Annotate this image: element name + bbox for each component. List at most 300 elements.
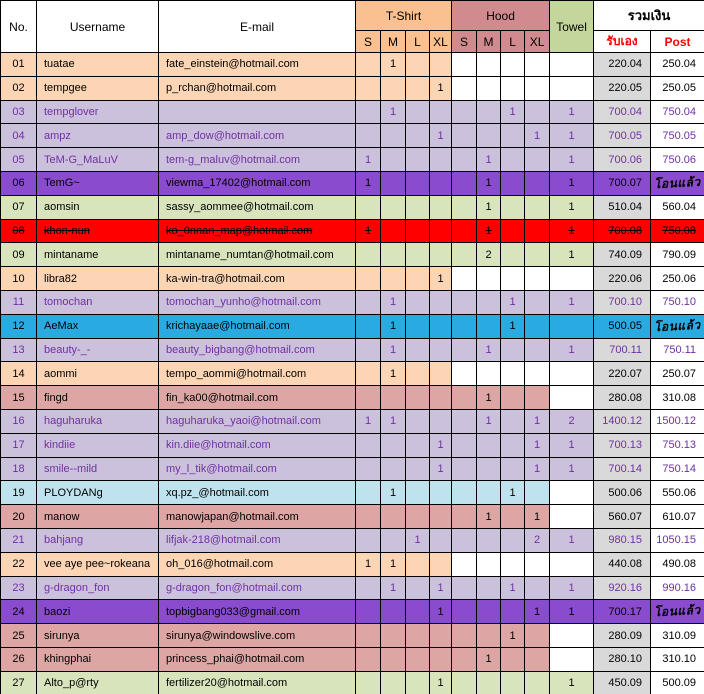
username-cell: AeMax: [37, 314, 159, 338]
row-number-cell: 08: [1, 219, 37, 243]
row-number-cell: 23: [1, 576, 37, 600]
hood-xl-cell: [525, 195, 550, 219]
tshirt-m-cell: [381, 624, 406, 648]
hood-s-cell: [452, 433, 477, 457]
hood-l-cell: [501, 243, 525, 267]
towel-cell: [550, 647, 594, 671]
tshirt-s-cell: [356, 624, 381, 648]
row-number-cell: 17: [1, 433, 37, 457]
tshirt-xl-cell: 1: [430, 76, 452, 100]
total-pickup-cell: 280.10: [594, 647, 651, 671]
tshirt-l-cell: [406, 576, 430, 600]
hood-xl-cell: [525, 100, 550, 124]
header-hood-group: Hood: [452, 1, 550, 31]
table-row: [1, 171, 704, 195]
email-cell: my_l_tik@hotmail.com: [159, 457, 356, 481]
hood-l-cell: 1: [501, 290, 525, 314]
email-cell: tem-g_maluv@hotmail.com: [159, 148, 356, 172]
row-number-cell: 24: [1, 600, 37, 624]
hood-s-cell: [452, 148, 477, 172]
total-post-cell: [651, 314, 704, 338]
hood-l-cell: [501, 124, 525, 148]
hood-s-cell: [452, 338, 477, 362]
hood-xl-cell: [525, 171, 550, 195]
hood-l-cell: 1: [501, 100, 525, 124]
row-number-cell: 22: [1, 552, 37, 576]
row-number-cell: 14: [1, 362, 37, 386]
towel-cell: [550, 314, 594, 338]
hood-l-cell: [501, 171, 525, 195]
hood-m-cell: [477, 290, 501, 314]
table-row: [1, 100, 704, 124]
total-pickup-cell: 280.09: [594, 624, 651, 648]
row-number-cell: 18: [1, 457, 37, 481]
hood-l-cell: [501, 219, 525, 243]
email-cell: princess_phai@hotmail.com: [159, 647, 356, 671]
tshirt-m-cell: [381, 171, 406, 195]
hood-m-cell: 1: [477, 505, 501, 529]
hood-l-cell: 1: [501, 481, 525, 505]
email-cell: fin_ka00@hotmail.com: [159, 386, 356, 410]
hood-xl-cell: [525, 362, 550, 386]
total-post-cell: 750.06: [651, 148, 704, 172]
tshirt-m-cell: 1: [381, 338, 406, 362]
tshirt-l-cell: [406, 386, 430, 410]
email-cell: sirunya@windowslive.com: [159, 624, 356, 648]
hood-l-cell: [501, 362, 525, 386]
hood-l-cell: [501, 600, 525, 624]
row-number-cell: 11: [1, 290, 37, 314]
hood-s-cell: [452, 267, 477, 291]
total-post-cell: 250.06: [651, 267, 704, 291]
username-cell: TemG~: [37, 171, 159, 195]
towel-cell: [550, 76, 594, 100]
hood-l-cell: [501, 457, 525, 481]
hood-xl-cell: [525, 671, 550, 694]
hood-s-cell: [452, 552, 477, 576]
tshirt-l-cell: [406, 243, 430, 267]
tshirt-xl-cell: [430, 338, 452, 362]
email-cell: manowjapan@hotmail.com: [159, 505, 356, 529]
header-no: No.: [1, 1, 37, 53]
tshirt-m-cell: [381, 243, 406, 267]
towel-cell: [550, 267, 594, 291]
tshirt-l-cell: [406, 457, 430, 481]
tshirt-m-cell: [381, 647, 406, 671]
total-pickup-cell: 500.06: [594, 481, 651, 505]
hood-m-cell: [477, 576, 501, 600]
hood-m-cell: [477, 100, 501, 124]
tshirt-s-cell: 1: [356, 171, 381, 195]
tshirt-xl-cell: 1: [430, 671, 452, 694]
total-pickup-cell: 700.04: [594, 100, 651, 124]
username-cell: libra82: [37, 267, 159, 291]
towel-cell: [550, 624, 594, 648]
tshirt-s-cell: [356, 481, 381, 505]
hood-s-cell: [452, 53, 477, 77]
username-cell: kindiie: [37, 433, 159, 457]
tshirt-m-cell: [381, 600, 406, 624]
towel-cell: 1: [550, 433, 594, 457]
table-row: [1, 386, 704, 410]
tshirt-m-cell: [381, 195, 406, 219]
username-cell: PLOYDANg: [37, 481, 159, 505]
row-number-cell: 25: [1, 624, 37, 648]
hood-xl-cell: [525, 76, 550, 100]
hood-xl-cell: [525, 243, 550, 267]
header-pickup-self: รับเอง: [594, 31, 651, 53]
hood-l-cell: [501, 195, 525, 219]
tshirt-xl-cell: 1: [430, 124, 452, 148]
total-pickup-cell: 700.08: [594, 219, 651, 243]
header-hood-size-l: L: [501, 31, 525, 53]
username-cell: haguharuka: [37, 409, 159, 433]
tshirt-m-cell: [381, 528, 406, 552]
hood-xl-cell: [525, 481, 550, 505]
hood-m-cell: [477, 528, 501, 552]
total-post-cell: 250.07: [651, 362, 704, 386]
tshirt-l-cell: [406, 314, 430, 338]
tshirt-m-cell: 1: [381, 290, 406, 314]
tshirt-l-cell: [406, 290, 430, 314]
hood-m-cell: [477, 600, 501, 624]
hood-xl-cell: [525, 219, 550, 243]
tshirt-s-cell: [356, 314, 381, 338]
hood-s-cell: [452, 124, 477, 148]
total-post-cell: 610.07: [651, 505, 704, 529]
total-post-cell: 750.13: [651, 433, 704, 457]
total-pickup-cell: 700.05: [594, 124, 651, 148]
table-row: [1, 457, 704, 481]
tshirt-xl-cell: [430, 528, 452, 552]
hood-m-cell: 1: [477, 386, 501, 410]
total-pickup-cell: 510.04: [594, 195, 651, 219]
towel-cell: 2: [550, 409, 594, 433]
table-row: [1, 528, 704, 552]
username-cell: bahjang: [37, 528, 159, 552]
username-cell: aomsin: [37, 195, 159, 219]
tshirt-s-cell: [356, 505, 381, 529]
row-number-cell: 05: [1, 148, 37, 172]
towel-cell: 1: [550, 219, 594, 243]
tshirt-m-cell: 1: [381, 100, 406, 124]
hood-m-cell: [477, 314, 501, 338]
tshirt-s-cell: 1: [356, 219, 381, 243]
total-pickup-cell: 220.06: [594, 267, 651, 291]
tshirt-xl-cell: [430, 624, 452, 648]
header-towel: Towel: [550, 1, 594, 53]
hood-l-cell: [501, 528, 525, 552]
email-cell: krichayaae@hotmail.com: [159, 314, 356, 338]
tshirt-l-cell: [406, 481, 430, 505]
total-post-cell: 750.05: [651, 124, 704, 148]
header-tshirt-size-xl: XL: [430, 31, 452, 53]
tshirt-xl-cell: [430, 53, 452, 77]
total-post-cell: 310.08: [651, 386, 704, 410]
row-number-cell: 01: [1, 53, 37, 77]
header-hood-size-m: M: [477, 31, 501, 53]
header-hood-size-s: S: [452, 31, 477, 53]
email-cell: xq.pz_@hotmail.com: [159, 481, 356, 505]
tshirt-l-cell: [406, 124, 430, 148]
tshirt-m-cell: [381, 267, 406, 291]
email-cell: ka-win-tra@hotmail.com: [159, 267, 356, 291]
email-cell: oh_016@hotmail.com: [159, 552, 356, 576]
tshirt-s-cell: [356, 647, 381, 671]
hood-s-cell: [452, 624, 477, 648]
total-pickup-cell: 700.10: [594, 290, 651, 314]
towel-cell: 1: [550, 171, 594, 195]
hood-s-cell: [452, 481, 477, 505]
hood-m-cell: [477, 481, 501, 505]
hood-s-cell: [452, 600, 477, 624]
table-row: [1, 505, 704, 529]
username-cell: khon-nun: [37, 219, 159, 243]
table-row: [1, 552, 704, 576]
tshirt-xl-cell: [430, 243, 452, 267]
email-cell: p_rchan@hotmail.com: [159, 76, 356, 100]
email-cell: viewma_17402@hotmail.com: [159, 171, 356, 195]
username-cell: ampz: [37, 124, 159, 148]
hood-s-cell: [452, 576, 477, 600]
hood-l-cell: [501, 552, 525, 576]
total-post-cell: 750.04: [651, 100, 704, 124]
hood-m-cell: 1: [477, 148, 501, 172]
email-cell: tempo_aommi@hotmail.com: [159, 362, 356, 386]
table-row: [1, 624, 704, 648]
row-number-cell: 13: [1, 338, 37, 362]
tshirt-xl-cell: [430, 505, 452, 529]
row-number-cell: 27: [1, 671, 37, 694]
tshirt-s-cell: [356, 671, 381, 694]
table-row: [1, 338, 704, 362]
hood-s-cell: [452, 100, 477, 124]
row-number-cell: 10: [1, 267, 37, 291]
hood-xl-cell: [525, 267, 550, 291]
tshirt-s-cell: [356, 100, 381, 124]
hood-m-cell: [477, 76, 501, 100]
username-cell: khingphai: [37, 647, 159, 671]
towel-cell: 1: [550, 528, 594, 552]
username-cell: vee aye pee~rokeana: [37, 552, 159, 576]
towel-cell: [550, 505, 594, 529]
hood-xl-cell: [525, 53, 550, 77]
table-row: [1, 76, 704, 100]
table-row: [1, 314, 704, 338]
username-cell: tomochan: [37, 290, 159, 314]
tshirt-s-cell: [356, 267, 381, 291]
transferred-note: โอนแล้ว: [653, 174, 702, 192]
hood-l-cell: 1: [501, 624, 525, 648]
row-number-cell: 26: [1, 647, 37, 671]
username-cell: tuatae: [37, 53, 159, 77]
tshirt-s-cell: [356, 195, 381, 219]
tshirt-s-cell: [356, 53, 381, 77]
username-cell: tempglover: [37, 100, 159, 124]
hood-xl-cell: 1: [525, 124, 550, 148]
tshirt-l-cell: [406, 433, 430, 457]
towel-cell: [550, 53, 594, 77]
total-post-cell: 750.08: [651, 219, 704, 243]
hood-l-cell: [501, 386, 525, 410]
tshirt-l-cell: [406, 624, 430, 648]
hood-m-cell: 1: [477, 647, 501, 671]
towel-cell: 1: [550, 124, 594, 148]
row-number-cell: 06: [1, 171, 37, 195]
hood-s-cell: [452, 362, 477, 386]
table-row: [1, 243, 704, 267]
hood-s-cell: [452, 409, 477, 433]
username-cell: g-dragon_fon: [37, 576, 159, 600]
hood-m-cell: [477, 433, 501, 457]
tshirt-s-cell: 1: [356, 409, 381, 433]
hood-m-cell: 1: [477, 409, 501, 433]
tshirt-l-cell: [406, 267, 430, 291]
hood-l-cell: [501, 409, 525, 433]
tshirt-l-cell: 1: [406, 528, 430, 552]
total-post-cell: 1050.15: [651, 528, 704, 552]
tshirt-l-cell: [406, 171, 430, 195]
total-pickup-cell: 440.08: [594, 552, 651, 576]
tshirt-m-cell: 1: [381, 53, 406, 77]
hood-s-cell: [452, 457, 477, 481]
tshirt-s-cell: 1: [356, 552, 381, 576]
hood-xl-cell: 1: [525, 600, 550, 624]
hood-xl-cell: [525, 624, 550, 648]
total-pickup-cell: 700.13: [594, 433, 651, 457]
total-post-cell: 310.10: [651, 647, 704, 671]
row-number-cell: 03: [1, 100, 37, 124]
tshirt-l-cell: [406, 100, 430, 124]
total-pickup-cell: 220.04: [594, 53, 651, 77]
tshirt-s-cell: [356, 290, 381, 314]
hood-m-cell: [477, 53, 501, 77]
tshirt-xl-cell: 1: [430, 576, 452, 600]
username-cell: fingd: [37, 386, 159, 410]
tshirt-s-cell: [356, 528, 381, 552]
row-number-cell: 19: [1, 481, 37, 505]
tshirt-s-cell: [356, 576, 381, 600]
total-pickup-cell: 500.05: [594, 314, 651, 338]
hood-m-cell: [477, 457, 501, 481]
hood-xl-cell: [525, 552, 550, 576]
hood-s-cell: [452, 195, 477, 219]
towel-cell: [550, 552, 594, 576]
email-cell: fertilizer20@hotmail.com: [159, 671, 356, 694]
tshirt-m-cell: [381, 433, 406, 457]
total-post-cell: 750.10: [651, 290, 704, 314]
towel-cell: 1: [550, 195, 594, 219]
table-row: [1, 647, 704, 671]
hood-m-cell: 1: [477, 195, 501, 219]
tshirt-s-cell: [356, 457, 381, 481]
row-number-cell: 15: [1, 386, 37, 410]
email-cell: kin.diie@hotmail.com: [159, 433, 356, 457]
table-row: [1, 219, 704, 243]
total-post-cell: [651, 171, 704, 195]
email-cell: beauty_bigbang@hotmail.com: [159, 338, 356, 362]
hood-s-cell: [452, 243, 477, 267]
tshirt-m-cell: [381, 76, 406, 100]
table-row: [1, 195, 704, 219]
tshirt-s-cell: [356, 243, 381, 267]
towel-cell: 1: [550, 243, 594, 267]
hood-s-cell: [452, 671, 477, 694]
header-total-group: รวมเงิน: [594, 1, 704, 31]
tshirt-xl-cell: [430, 195, 452, 219]
tshirt-l-cell: [406, 76, 430, 100]
total-pickup-cell: 740.09: [594, 243, 651, 267]
hood-xl-cell: 1: [525, 457, 550, 481]
tshirt-m-cell: 1: [381, 552, 406, 576]
tshirt-l-cell: [406, 409, 430, 433]
email-cell: sassy_aommee@hotmail.com: [159, 195, 356, 219]
total-post-cell: 550.06: [651, 481, 704, 505]
row-number-cell: 04: [1, 124, 37, 148]
total-pickup-cell: 280.08: [594, 386, 651, 410]
towel-cell: 1: [550, 100, 594, 124]
hood-l-cell: 1: [501, 314, 525, 338]
towel-cell: 1: [550, 290, 594, 314]
tshirt-l-cell: [406, 362, 430, 386]
email-cell: fate_einstein@hotmail.com: [159, 53, 356, 77]
towel-cell: [550, 386, 594, 410]
hood-xl-cell: 1: [525, 505, 550, 529]
hood-m-cell: [477, 671, 501, 694]
total-post-cell: 560.04: [651, 195, 704, 219]
total-pickup-cell: 700.06: [594, 148, 651, 172]
table-row: [1, 290, 704, 314]
table-row: [1, 267, 704, 291]
transferred-note: โอนแล้ว: [653, 317, 702, 334]
username-cell: beauty-_-: [37, 338, 159, 362]
hood-m-cell: [477, 362, 501, 386]
tshirt-m-cell: 1: [381, 362, 406, 386]
tshirt-xl-cell: [430, 314, 452, 338]
hood-xl-cell: 2: [525, 528, 550, 552]
tshirt-s-cell: [356, 76, 381, 100]
total-post-cell: [651, 600, 704, 624]
hood-xl-cell: [525, 338, 550, 362]
hood-l-cell: [501, 647, 525, 671]
header-post: Post: [651, 31, 704, 53]
tshirt-xl-cell: [430, 409, 452, 433]
towel-cell: 1: [550, 338, 594, 362]
hood-s-cell: [452, 386, 477, 410]
email-cell: haguharuka_yaoi@hotmail.com: [159, 409, 356, 433]
tshirt-xl-cell: 1: [430, 433, 452, 457]
username-cell: tempgee: [37, 76, 159, 100]
total-pickup-cell: 700.07: [594, 171, 651, 195]
username-cell: baozi: [37, 600, 159, 624]
tshirt-l-cell: [406, 219, 430, 243]
total-post-cell: 250.04: [651, 53, 704, 77]
hood-s-cell: [452, 290, 477, 314]
header-tshirt-size-m: M: [381, 31, 406, 53]
hood-l-cell: [501, 671, 525, 694]
hood-l-cell: [501, 76, 525, 100]
table-row: [1, 362, 704, 386]
hood-s-cell: [452, 314, 477, 338]
total-post-cell: 790.09: [651, 243, 704, 267]
towel-cell: 1: [550, 600, 594, 624]
tshirt-m-cell: 1: [381, 314, 406, 338]
tshirt-m-cell: [381, 671, 406, 694]
tshirt-l-cell: [406, 195, 430, 219]
hood-m-cell: 1: [477, 219, 501, 243]
header-tshirt-group: T-Shirt: [356, 1, 452, 31]
towel-cell: 1: [550, 457, 594, 481]
